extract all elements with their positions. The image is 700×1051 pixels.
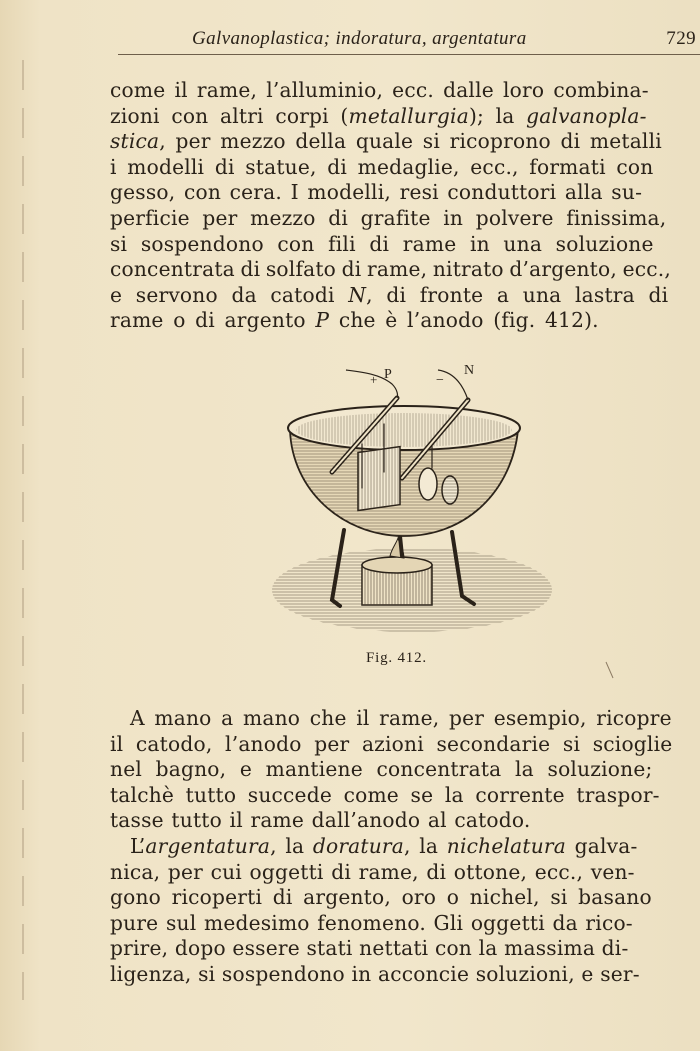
text-line: perficie per mezzo di grafite in polvere finissima,	[110, 205, 667, 230]
text-line: come il rame, l’alluminio, ecc. dalle loro combina-	[110, 78, 649, 102]
text-line: talchè tutto succede come se la corrente traspor-	[110, 782, 660, 807]
running-header	[192, 28, 700, 52]
label-cathode-n: N	[464, 363, 475, 378]
figure-412-electroplating-bath	[262, 360, 562, 640]
header-rule	[118, 54, 700, 55]
label-minus: −	[436, 373, 444, 388]
running-title: Galvanoplastica; indoratura, argentatura	[192, 28, 527, 49]
term-metallurgia: metallurgia	[348, 103, 469, 128]
label-anode-p: P	[384, 367, 392, 382]
text-line: i modelli di statue, di medaglie, ecc., formati con	[110, 154, 654, 179]
paragraph-anodo-catodo	[110, 706, 700, 988]
pencil-mark	[604, 660, 616, 680]
text-line: si sospendono con fili di rame in una soluzione	[110, 231, 654, 256]
text-line: ligenza, si sospendono in acconcie soluzioni, e ser-	[110, 961, 640, 986]
binding-edge	[22, 60, 24, 1000]
text-line: gesso, con cera. I modelli, resi conduttori alla su-	[110, 180, 643, 205]
text-line: nel bagno, e mantiene concentrata la soluzione;	[110, 757, 653, 782]
label-plus: +	[370, 372, 378, 387]
paragraph-galvanoplastica	[110, 78, 700, 334]
text-line: tasse tutto il rame dall’anodo al catodo.	[110, 808, 531, 833]
text-line: stica, per mezzo della quale si ricoprono di metalli	[110, 129, 662, 154]
text-line: pure sul medesimo fenomeno. Gli oggetti da rico-	[110, 910, 633, 935]
text-line: e servono da catodi N, di fronte a una lastra di	[110, 282, 669, 307]
text-line: zioni con altri corpi (metallurgia); la galvanopla-	[110, 103, 647, 128]
text-line: il catodo, l’anodo per azioni secondarie si scioglie	[110, 731, 673, 756]
text-line: A mano a mano che il rame, per esempio, ricopre	[130, 706, 672, 730]
figure-caption: Fig. 412.	[366, 650, 427, 666]
text-line: nica, per cui oggetti di rame, di ottone, ecc., ven-	[110, 859, 635, 884]
text-line: rame o di argento P che è l’anodo (fig. 412).	[110, 308, 599, 333]
term-galvanoplastica: galvanopla-	[526, 103, 647, 128]
text-line: prire, dopo essere stati nettati con la massima di-	[110, 936, 629, 961]
electroplating-illustration	[262, 360, 562, 640]
supply-wires	[346, 370, 468, 400]
text-line: concentrata di solfato di rame, nitrato d’argento, ecc.,	[110, 257, 671, 282]
text-line: L’argentatura, la doratura, la nichelatura galva-	[130, 833, 638, 858]
text-line: gono ricoperti di argento, oro o nichel, si basano	[110, 885, 652, 910]
spirit-lamp	[362, 538, 432, 605]
page-number: 729	[666, 28, 696, 49]
